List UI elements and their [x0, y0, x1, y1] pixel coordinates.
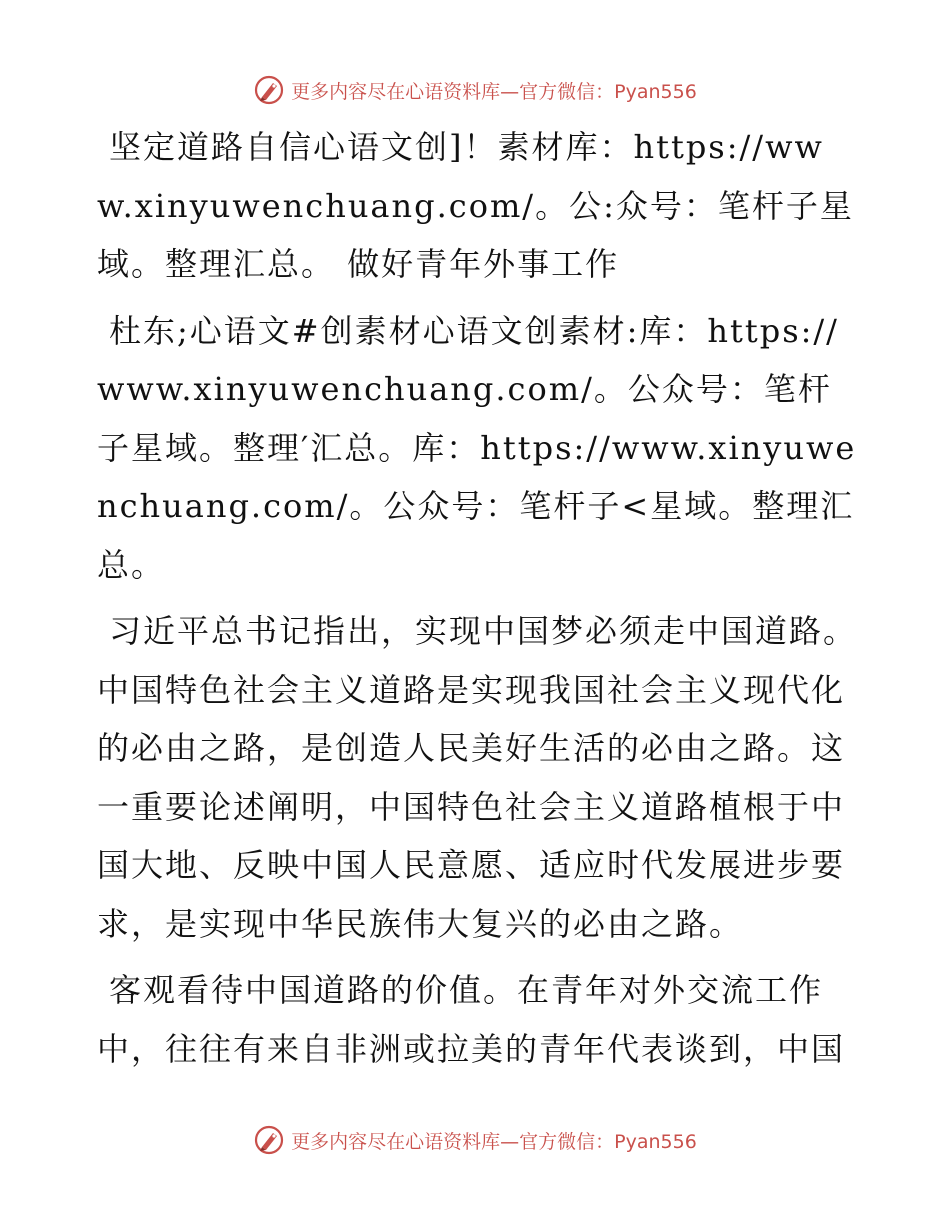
banner-text — [291, 77, 697, 104]
banner-wechat-id: Pyan556 — [614, 1130, 697, 1153]
banner-label: 更多内容尽在心语资料库—官方微信： — [291, 80, 615, 103]
pen-logo-icon — [253, 1124, 285, 1156]
document-body — [97, 118, 857, 1086]
footer-banner — [0, 1120, 950, 1160]
paragraph-2: 杜东;心语文#创素材心语文创素材:库：https://www.xinyuwenchuang.com/。公众号：笔杆子星域。整理′汇总。库：https://www.xinyuwenchuang.com/。公众号：笔杆子<星域。整理汇总。 — [97, 311, 857, 584]
banner-label: 更多内容尽在心语资料库—官方微信： — [291, 1130, 615, 1153]
paragraph-3: 习近平总书记指出，实现中国梦必须走中国道路。中国特色社会主义道路是实现我国社会主义现代化的必由之路，是创造人民美好生活的必由之路。这一重要论述阐明，中国特色社会主义道路植根于中国大地、反映中国人民意愿、适应时代发展进步要求，是实现中华民族伟大复兴的必由之路。 — [97, 612, 858, 943]
banner-wechat-id: Pyan556 — [614, 80, 697, 103]
header-banner — [0, 70, 950, 110]
banner-text — [291, 1127, 697, 1154]
paragraph-1: 坚定道路自信心语文创]！素材库：https://www.xinyuwenchuang.com/。公:众号：笔杆子星域。整理汇总。 做好青年外事工作 — [97, 128, 854, 283]
paragraph-4: 客观看待中国道路的价值。在青年对外交流工作中，往往有来自非洲或拉美的青年代表谈到，中国 — [97, 971, 846, 1068]
pen-logo-icon — [253, 74, 285, 106]
